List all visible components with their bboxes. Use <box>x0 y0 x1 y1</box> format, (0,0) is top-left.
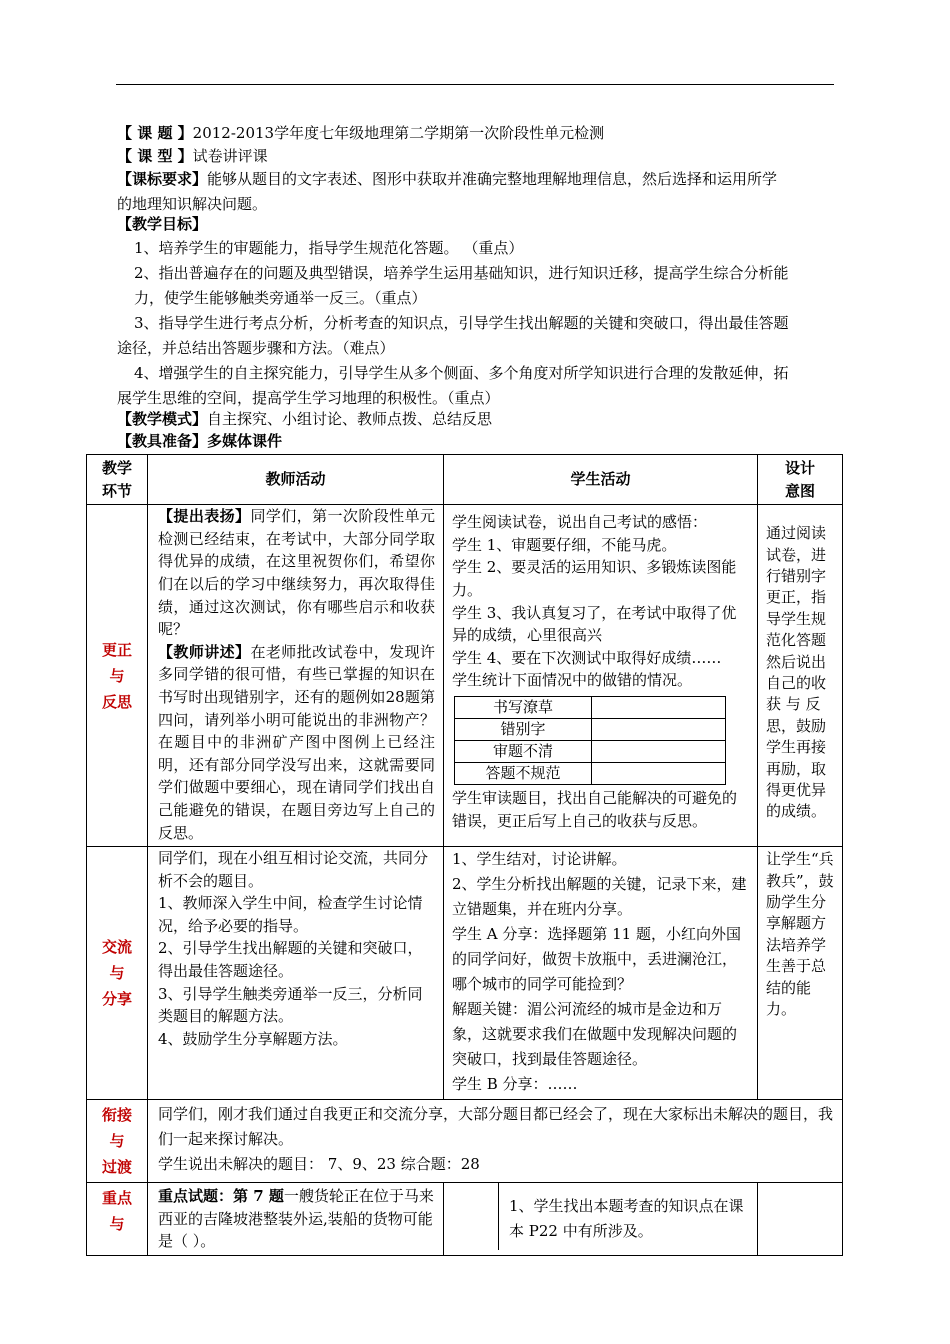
goal-2-line2: 力，使学生能够触类旁通举一反三。（重点） <box>134 289 427 307</box>
student-s1: 学生 1、审题要仔细，不能马虎。 <box>452 535 677 554</box>
student-intro: 学生阅读试卷，说出自己考试的感悟： <box>452 513 708 532</box>
goals-label <box>117 212 837 237</box>
error-row <box>455 696 726 718</box>
stage-correction-l3: 反思 <box>101 692 132 711</box>
student-stats: 学生统计下面情况中的做错的情况。 <box>452 671 693 690</box>
error-count <box>592 696 726 718</box>
error-item: 审题不清 <box>455 740 592 762</box>
error-item: 答题不规范 <box>455 762 592 784</box>
table-row <box>87 1183 843 1256</box>
standard-label: 【课标要求】 <box>117 170 208 188</box>
student-s3: 学生 3、我认真复习了，在考试中取得了优异的成绩，心里很高兴 <box>452 603 737 645</box>
error-row <box>455 740 726 762</box>
goals-heading: 【教学目标】 <box>117 215 208 233</box>
student-share-p3: 学生 A 分享：选择题第 11 题，小红向外国的同学问好，做贺卡放瓶中，丢进澜沧江，哪个城市的同学可能捡到？ <box>452 925 741 994</box>
transition-content <box>148 1100 843 1183</box>
stage-correction <box>87 505 148 847</box>
topic-value: 2012-2013学年度七年级地理第二学期第一次阶段性单元检测 <box>192 124 605 142</box>
goal-3 <box>117 311 837 361</box>
praise-label: 【提出表扬】 <box>158 507 251 526</box>
student-s4: 学生 4、要在下次测试中取得好成绩…… <box>452 648 722 667</box>
lecture-text: 在老师批改试卷中，发现许多同学错的很可惜，有些已掌握的知识在书写时出现错别字，还有的题例如28题第四问，请列举小明可能说出的非洲物产？在题目中的非洲矿产图中图例上已经注明，还有部分同学没写出来，这就需要同学们做题中要细心，现在请同学们找出自己能避免的错误，在题目旁边写上自己的反思。 <box>158 642 435 842</box>
goal-4 <box>117 361 837 411</box>
error-count <box>592 740 726 762</box>
stage-correction-l2: 与 <box>109 666 125 685</box>
design-correction: 通过阅读试卷，进行错别字更正，指导学生规范化答题然后说出自己的收获 与 反思，鼓励学生再接再励，取得更优异的成绩。 <box>758 505 843 847</box>
mode-value: 自主探究、小组讨论、教师点拨、总结反思 <box>207 410 493 428</box>
stage-sharing-l2: 与 <box>109 964 125 983</box>
lecture-label: 【教师讲述】 <box>158 642 251 661</box>
error-count <box>592 718 726 740</box>
stage-keypoint-l2: 与 <box>109 1215 125 1234</box>
error-item: 书写潦草 <box>455 696 592 718</box>
teacher-activity-correction <box>148 505 444 847</box>
stage-sharing <box>87 847 148 1100</box>
student-activity-correction <box>444 505 758 847</box>
error-table <box>454 696 726 785</box>
standard-line2: 的地理知识解决问题。 <box>117 195 268 213</box>
teacher-share-p3: 3、引导学生触类旁通举一反三，分析同类题目的解题方法。 <box>158 984 423 1026</box>
goal-3-line2: 途径，并总结出答题步骤和方法。（难点） <box>117 339 395 357</box>
keypoint-question-label: 重点试题：第 7 题 <box>158 1187 284 1206</box>
header-stage-l2: 环节 <box>101 481 132 500</box>
teacher-activity-sharing <box>148 847 444 1100</box>
table-row <box>87 847 843 1100</box>
teacher-share-p2: 2、引导学生找出解题的关键和突破口，得出最佳答题途径。 <box>158 939 423 981</box>
teacher-activity-keypoint <box>148 1183 444 1256</box>
student-share-p2: 2、学生分析找出解题的关键，记录下来，建立错题集，并在班内分享。 <box>452 875 747 919</box>
goal-4-line1: 4、增强学生的自主探究能力，引导学生从多个侧面、多个角度对所学知识进行合理的发散延伸，拓 <box>134 364 789 382</box>
stage-sharing-l3: 分享 <box>101 990 132 1009</box>
header-student: 学生活动 <box>444 455 758 505</box>
tools-label: 【教具准备】 <box>117 432 208 450</box>
table-header-row <box>87 455 843 505</box>
stage-correction-l1: 更正 <box>101 640 132 659</box>
error-item: 错别字 <box>455 718 592 740</box>
goal-2 <box>117 261 837 311</box>
tools-value: 多媒体课件 <box>207 432 283 450</box>
header-rule <box>116 84 834 85</box>
stage-keypoint-l1: 重点 <box>101 1189 132 1208</box>
goal-1: 1、培养学生的审题能力，指导学生规范化答题。 （重点） <box>134 239 524 257</box>
stage-keypoint <box>87 1183 148 1256</box>
stage-transition <box>87 1100 148 1183</box>
type-label: 【 课 型 】 <box>117 147 193 165</box>
error-count <box>592 762 726 784</box>
topic-label: 【 课 题 】 <box>117 124 193 142</box>
teacher-share-p1: 1、教师深入学生中间，检查学生讨论情况，给予必要的指导。 <box>158 894 423 935</box>
lesson-table <box>86 454 843 1256</box>
header-stage-l1: 教学 <box>101 459 132 477</box>
student-s2: 学生 2、要灵活的运用知识、多锻炼读图能力。 <box>452 558 737 599</box>
standard-line1: 能够从题目的文字表述、图形中获取并准确完整地理解地理信息，然后选择和运用所学 <box>207 170 778 188</box>
header-design-l1: 设计 <box>784 459 815 477</box>
topic-line <box>117 121 837 145</box>
error-row <box>455 762 726 784</box>
student-activity-keypoint <box>444 1183 758 1256</box>
goal-2-line1: 2、指出普遍存在的问题及典型错误，培养学生运用基础知识，进行知识迁移，提高学生综合分析能 <box>134 264 789 282</box>
stage-transition-l1: 衔接 <box>101 1106 132 1125</box>
header-stage <box>87 455 148 505</box>
teacher-share-p0: 同学们，现在小组互相讨论交流，共同分析不会的题目。 <box>158 849 429 890</box>
mode-label: 【教学模式】 <box>117 410 208 428</box>
table-row <box>87 1100 843 1183</box>
type-line <box>117 144 837 168</box>
error-row <box>455 718 726 740</box>
praise-text: 同学们，第一次阶段性单元检测已经结束，在考试中，大部分同学取得优异的成绩，在这里祝贺你们，希望你们在以后的学习中继续努力，再次取得佳绩，通过这次测试，你有哪些启示和收获呢？ <box>158 507 435 639</box>
student-share-p5: 学生 B 分享：…… <box>452 1075 578 1094</box>
design-keypoint <box>758 1183 843 1256</box>
goal-4-line2: 展学生思维的空间，提高学生学习地理的积极性。（重点） <box>117 389 500 407</box>
design-sharing: 让学生“兵教兵”，鼓励学生分享解题方法培养学生善于总结的能力。 <box>758 847 843 1100</box>
transition-text1: 同学们，刚才我们通过自我更正和交流分享，大部分题目都已经会了，现在大家标出未解决的题目，我们一起来探讨解决。 <box>158 1105 834 1149</box>
tools-line <box>117 429 837 453</box>
teacher-share-p4: 4、鼓励学生分享解题方法。 <box>158 1029 348 1048</box>
table-row <box>87 505 843 847</box>
student-activity-sharing <box>444 847 758 1100</box>
type-value: 试卷讲评课 <box>192 147 268 165</box>
stage-sharing-l1: 交流 <box>101 938 132 957</box>
header-design <box>758 455 843 505</box>
mode-line <box>117 407 837 431</box>
student-end: 学生审读题目，找出自己能解决的可避免的错误，更正后写上自己的收获与反思。 <box>452 788 738 830</box>
standard-block <box>117 167 837 217</box>
header-design-l2: 意图 <box>784 481 815 500</box>
stage-transition-l2: 与 <box>109 1132 125 1151</box>
stage-transition-l3: 过渡 <box>101 1158 132 1177</box>
transition-text2: 学生说出未解决的题目： 7、9、23 综合题：28 <box>158 1155 480 1174</box>
keypoint-student-text: 1、学生找出本题考查的知识点在课本 P22 中有所涉及。 <box>498 1183 757 1250</box>
keypoint-question-text: 一艘货轮正在位于马来西亚的吉隆坡港整装外运,装船的货物可能是（ ）。 <box>158 1187 434 1251</box>
goal-3-line1: 3、指导学生进行考点分析，分析考查的知识点，引导学生找出解题的关键和突破口，得出最佳答题 <box>134 314 789 332</box>
student-share-p4: 解题关键：湄公河流经的城市是金边和万象，这就要求我们在做题中发现解决问题的突破口，找到最佳答题途径。 <box>452 1000 738 1069</box>
student-share-p1: 1、学生结对，讨论讲解。 <box>452 850 627 869</box>
header-teacher: 教师活动 <box>148 455 444 505</box>
